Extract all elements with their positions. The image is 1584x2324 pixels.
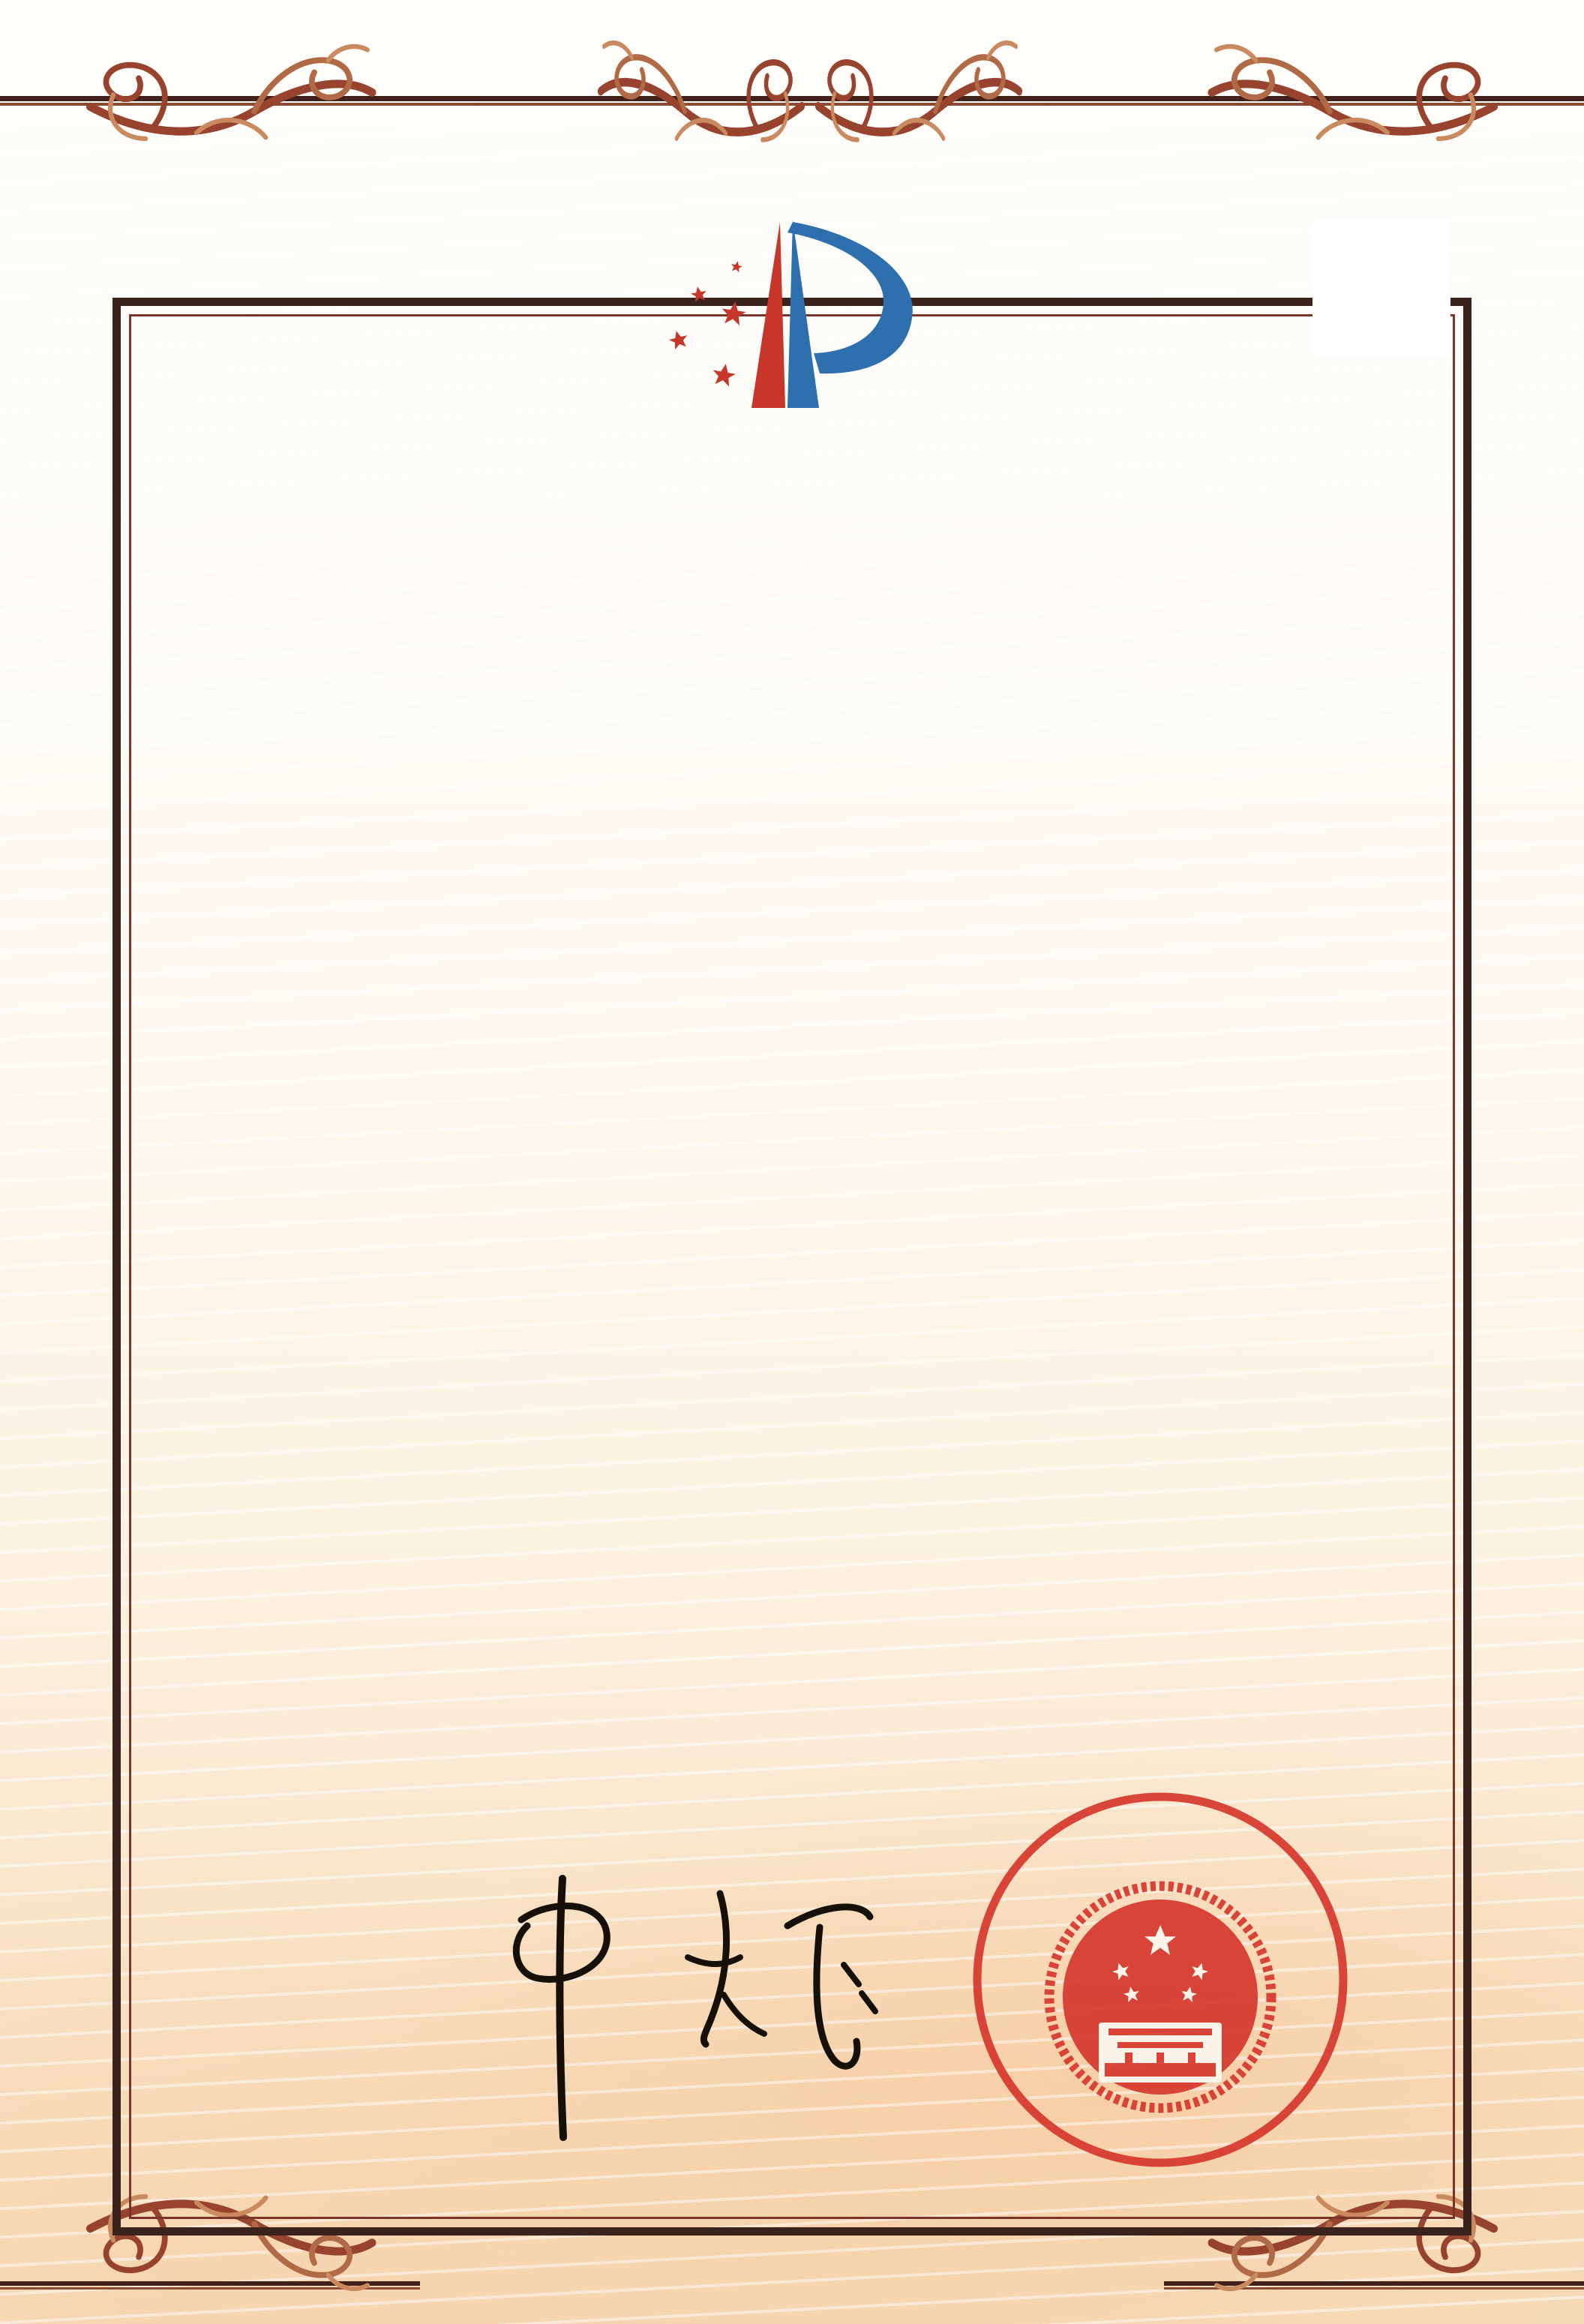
field-inventor [154,756,1452,801]
official-seal [969,1789,1352,2171]
director-signature [409,1837,881,2160]
qr-code [1312,219,1450,357]
cnipa-logo [660,207,930,426]
barcode [152,1766,484,1799]
corner-ornament-top-left-icon [81,28,381,171]
center-ornament-top-right-icon [812,24,1026,174]
field-grant-number [794,1281,990,1326]
field-address [154,1176,1452,1221]
center-ornament-top-left-icon [594,24,808,174]
seal-emblem-icon [1049,1886,1271,2108]
corner-ornament-top-right-icon [1203,28,1503,171]
field-invention-name [154,651,1452,696]
field-filing-date [154,966,1452,1011]
statutory-text [154,1357,1443,1375]
field-patent-number [154,861,1452,906]
field-patentee [154,1071,1452,1116]
field-grant-row [154,1281,1452,1326]
field-list [154,651,1452,1386]
